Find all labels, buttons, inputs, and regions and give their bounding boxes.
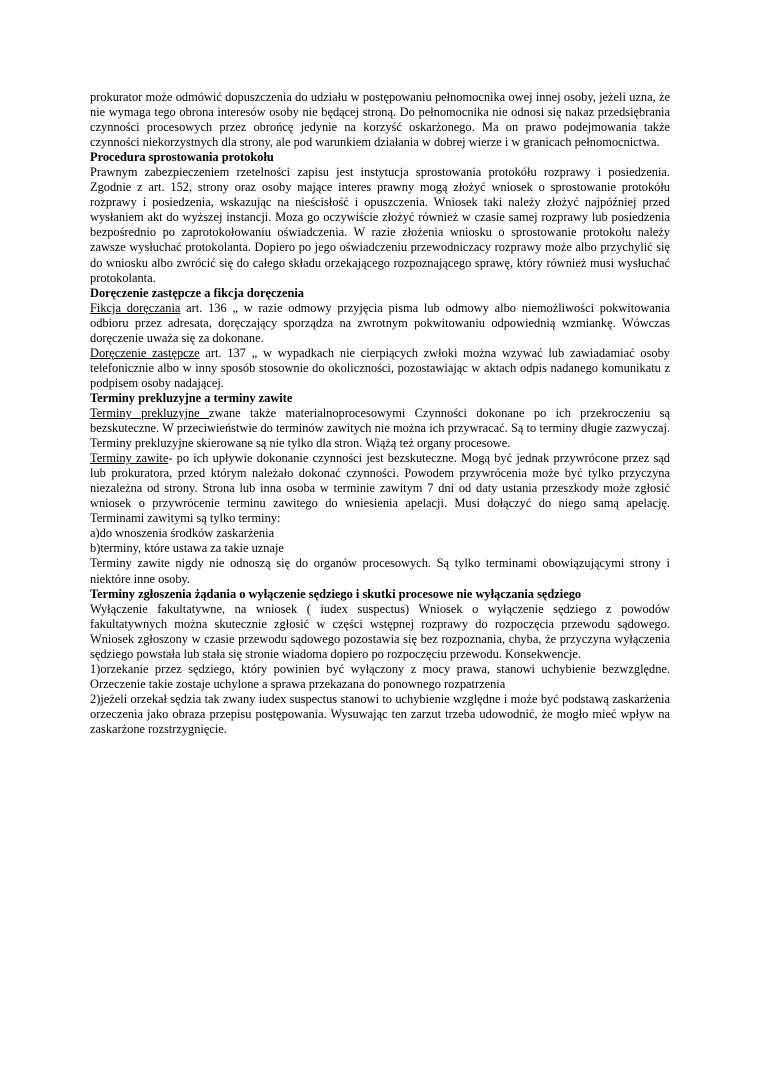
term-zawite: Terminy zawite: [90, 451, 169, 466]
term-zastepcze: Doręczenie zastępcze: [90, 345, 200, 360]
paragraph-zawite-end: Terminy zawite nigdy nie odnoszą się do organów procesowych. Są tylko terminami obowiązującymi strony i niektóre inne osoby.: [90, 556, 670, 586]
document-page: [90, 90, 670, 737]
heading-terminy: Terminy prekluzyjne a terminy zawite: [90, 390, 293, 405]
list-item-b: b)terminy, które ustawa za takie uznaje: [90, 541, 284, 556]
paragraph-sprostowanie: Prawnym zabezpieczeniem rzetelności zapisu jest instytucja sprostowania protokółu rozprawy i posiedzenia. Zgodnie z art. 152, strony oraz osoby mające interes prawny mogą złożyć wniosek o sprostowanie protokółu rozprawy i posiedzenia, wskazując na nieścisłość i opuszczenia. Wniosek taki należy złożyć najpóźniej przed wysłaniem akt do wyższej instancji. Moza go oczywiście złożyć również w czasie samej rozprawy lub posiedzenia bezpośrednio po zaprotokołowaniu oświadczenia. W razie złożenia wniosku o sprostowanie protokołu należy zawsze wysłuchać protokolanta. Dopiero po jego oświadczeniu przewodniczacy rozprawy może albo przychylić się do wniosku albo zwrócić się do całego składu orzekającego rozpoznającego sprawę, który również musi wysłuchać protokolanta.: [90, 165, 670, 285]
paragraph-fikcja: [90, 301, 670, 346]
text-zawite: - po ich upływie dokonanie czynności jest bezskuteczne. Mogą być jednak przywrócone przez sąd lub prokuratora, przed którym należało dokonać czynności. Powodem przywrócenia może być tylko przyczyna niezależna od strony. Strona lub inna osoba w terminie zawitym 7 dni od daty ustania przeszkody może zgłosić wniosek o przywrócenie terminu zawitego do wniesienia apelacji. Musi dołączyć do niego samą apelację. Terminami zawitymi są tylko terminy:: [90, 451, 670, 526]
paragraph-zawite: [90, 451, 670, 526]
text-fikcja: art. 136 „ w razie odmowy przyjęcia pisma lub odmowy albo niemożliwości pokwitowania odbioru przez adresata, doręczający sporządza na zwrotnym pokwitowaniu odpowiednią wzmiankę. Wówczas doręczenie uważa się za dokonane.: [90, 300, 670, 345]
text-zastepcze: art. 137 „ w wypadkach nie cierpiących zwłoki można wzywać lub zawiadamiać osoby telefonicznie albo w inny sposób stosownie do okoliczności, pozostawiając w aktach odpis nadanego komunikatu z podpisem osoby nadającej.: [90, 345, 670, 390]
heading-wylaczenie: Terminy zgłoszenia żądania o wyłączenie sędziego i skutki procesowe nie wyłączania sędziego: [90, 586, 582, 601]
term-fikcja: Fikcja doręczania: [90, 300, 181, 315]
list-item-a: a)do wnoszenia środków zaskarżenia: [90, 526, 275, 541]
paragraph-prekluzyjne: [90, 406, 670, 451]
paragraph-konsekwencja-1: 1)orzekanie przez sędziego, który powinien być wyłączony z mocy prawa, stanowi uchybienie bezwzględne. Orzeczenie takie zostaje uchylone a sprawa przekazana do ponownego rozpatrzenia: [90, 661, 670, 691]
paragraph-zastepcze: [90, 346, 670, 391]
heading-sprostowanie: Procedura sprostowania protokołu: [90, 150, 274, 165]
paragraph-wylaczenie: Wyłączenie fakultatywne, na wniosek ( iudex suspectus) Wniosek o wyłączenie sędziego z powodów fakultatywnych można skutecznie zgłosić w części wstępnej rozprawy do rozpoczęcia przewodu sądowego. Wniosek zgłoszony w czasie przewodu sądowego pozostawia się bez rozpoznania, chyba, że przyczyna wyłączenia sędziego powstała lub stała się stronie wiadoma dopiero po rozpoczęciu przewodu. Konsekwencje.: [90, 601, 670, 661]
heading-doreczenie: Doręczenie zastępcze a fikcja doręczenia: [90, 285, 304, 300]
paragraph-intro: prokurator może odmówić dopuszczenia do udziału w postępowaniu pełnomocnika owej innej osoby, jeżeli uzna, że nie wymaga tego obrona interesów osoby nie będącej stroną. Do pełnomocnika nie odnosi się nakaz przedsiębrania czynności procesowych przez obrońcę jedynie na korzyść oskarżonego. Ma on prawo podejmowania także czynności niekorzystnych dla strony, ale pod warunkiem działania w dobrej wierze i w granicach pełnomocnictwa.: [90, 90, 670, 150]
term-prekluzyjne: Terminy prekluzyjne: [90, 405, 210, 420]
paragraph-konsekwencja-2: 2)jeżeli orzekał sędzia tak zwany iudex suspectus stanowi to uchybienie względne i może być podstawą zaskarżenia orzeczenia jako obraza przepisu postępowania. Wysuwając ten zarzut trzeba udowodnić, że mogło mieć wpływ na zaskarżone rozstrzygnięcie.: [90, 691, 670, 736]
text-prekluzyjne: zwane także materialnoprocesowymi Czynności dokonane po ich przekroczeniu są bezskuteczne. W przeciwieństwie do terminów zawitych nie można ich przywracać. Są to terminy długie zazwyczaj. Terminy prekluzyjne skierowane są nie tylko dla stron. Wiążą też organy procesowe.: [90, 405, 671, 451]
